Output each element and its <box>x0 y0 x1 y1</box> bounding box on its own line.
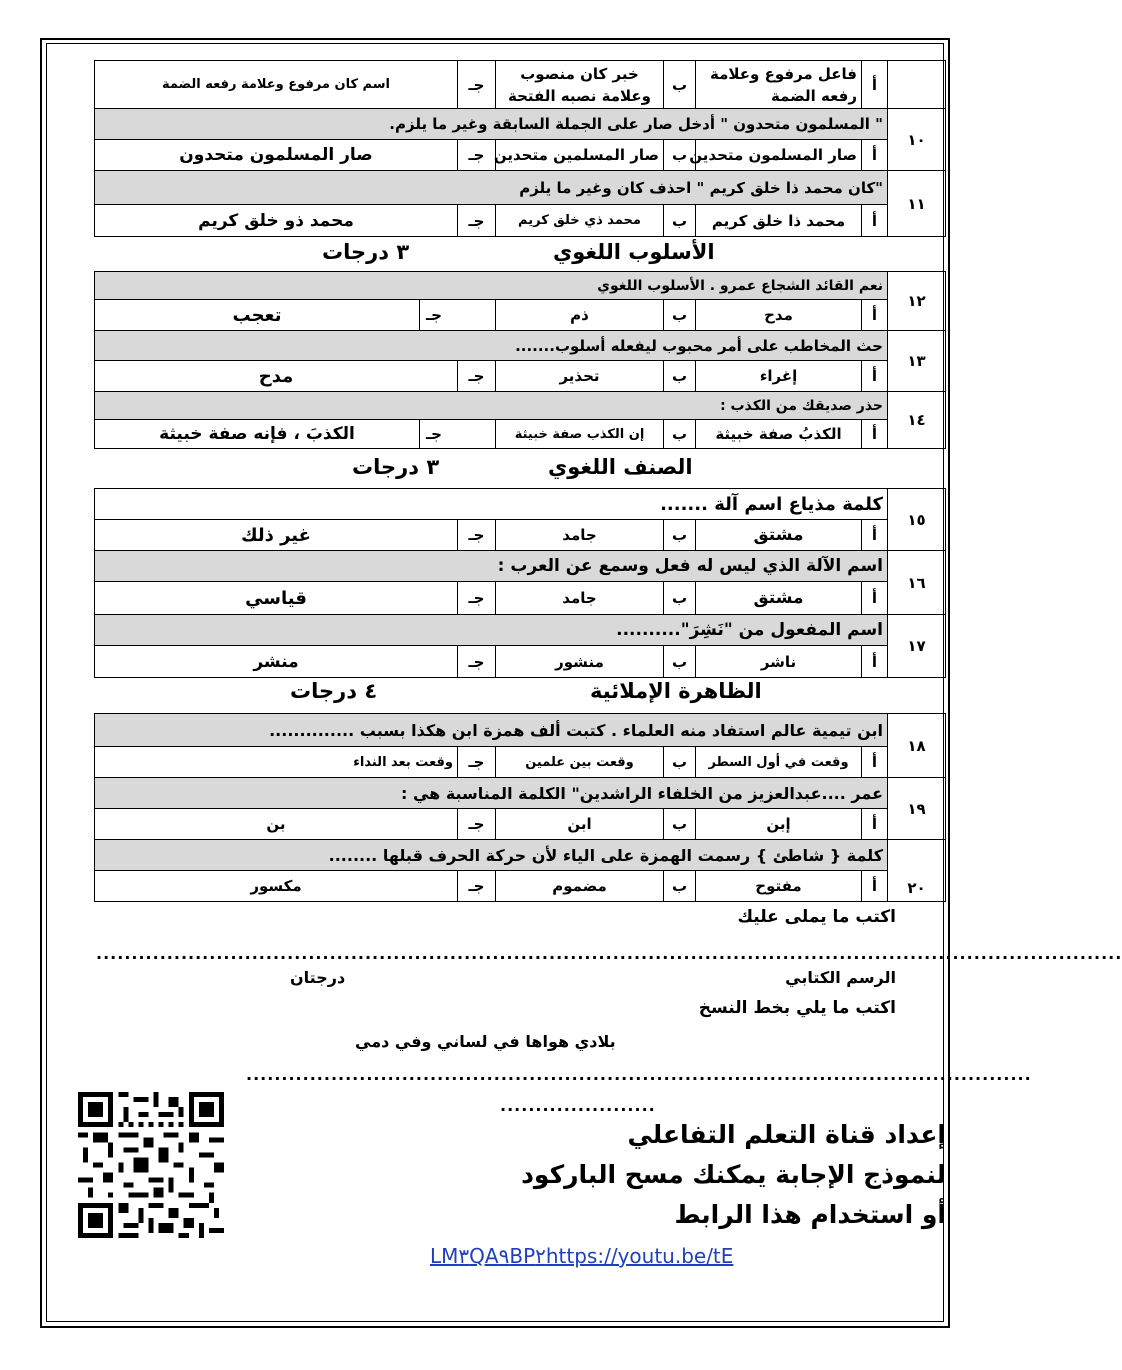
option-letter-c: جـ <box>458 140 496 171</box>
section-title-morph: الصنف اللغوي <box>548 455 693 479</box>
option-letter-b: ب <box>664 809 696 840</box>
dotted-line: ................................................................................................................................................. <box>96 944 1122 963</box>
option-letter-b: ب <box>664 300 696 331</box>
question-stem: اسم الآلة الذي ليس له فعل وسمع عن العرب : <box>95 551 888 582</box>
option-b[interactable]: وقعت بين علمين <box>496 747 664 778</box>
question-stem: نعم القائد الشجاع عمرو . الأسلوب اللغوي <box>95 272 888 300</box>
dotted-line: ............................................................................................................... <box>246 1065 1032 1084</box>
option-letter-c: جـ <box>458 61 496 109</box>
question-number: ١١ <box>888 171 946 237</box>
option-letter-a: أ <box>862 809 888 840</box>
section-title-style: الأسلوب اللغوي <box>553 240 715 264</box>
question-number: ١٠ <box>888 109 946 171</box>
question-stem: عمر ....عبدالعزيز من الخلفاء الراشدين" الكلمة المناسبة هي : <box>95 778 888 809</box>
option-letter-c: جـ <box>420 420 496 449</box>
questions-10-11-table <box>94 108 946 237</box>
question-stem: اسم المفعول من "نَشِرَ".......... <box>95 615 888 646</box>
option-letter-a: أ <box>862 300 888 331</box>
option-letter-a: أ <box>862 520 888 551</box>
option-b[interactable]: إن الكذب صفة خبيثة <box>496 420 664 449</box>
option-letter-c: جـ <box>420 300 496 331</box>
footer-barcode-note: لنموذج الإجابة يمكنك مسح الباركود <box>521 1160 946 1189</box>
option-a[interactable]: مشتق <box>696 582 862 615</box>
option-letter-c: جـ <box>458 871 496 902</box>
dotted-line: ...................... <box>500 1096 656 1115</box>
question-stem: حذر صديقك من الكذب : <box>95 392 888 420</box>
option-c[interactable]: بن <box>95 809 458 840</box>
qr-code-icon[interactable] <box>78 1092 224 1238</box>
option-c[interactable]: اسم كان مرفوع وعلامة رفعه الضمة <box>95 61 458 109</box>
question-number: ٢٠ <box>888 840 946 902</box>
option-letter-b: ب <box>664 747 696 778</box>
option-letter-a: أ <box>862 361 888 392</box>
footer-credit: إعداد قناة التعلم التفاعلي <box>627 1120 946 1149</box>
handwriting-title: الرسم الكتابي <box>785 968 896 987</box>
option-letter-b: ب <box>664 61 696 109</box>
option-letter-c: جـ <box>458 205 496 237</box>
option-a[interactable]: مشتق <box>696 520 862 551</box>
option-c[interactable]: تعجب <box>95 300 420 331</box>
option-letter-c: جـ <box>458 582 496 615</box>
option-b[interactable]: جامد <box>496 520 664 551</box>
option-b[interactable]: منشور <box>496 646 664 678</box>
question-number: ١٧ <box>888 615 946 678</box>
option-a[interactable]: إغراء <box>696 361 862 392</box>
option-letter-a: أ <box>862 582 888 615</box>
option-b[interactable]: ابن <box>496 809 664 840</box>
question-number: ١٥ <box>888 489 946 551</box>
option-letter-c: جـ <box>458 646 496 678</box>
option-c[interactable]: غير ذلك <box>95 520 458 551</box>
option-letter-b: ب <box>664 361 696 392</box>
copy-line: بلادي هواها في لساني وفي دمي <box>355 1032 616 1051</box>
option-b[interactable]: محمد ذي خلق كريم <box>496 205 664 237</box>
option-a[interactable]: فاعل مرفوع وعلامة رفعه الضمة <box>696 61 862 109</box>
option-a[interactable]: إبن <box>696 809 862 840</box>
option-b[interactable]: صار المسلمين متحدين <box>496 140 664 171</box>
option-b[interactable]: جامد <box>496 582 664 615</box>
youtube-link[interactable]: LM٣QA٩BP٢https://youtu.be/tE <box>430 1244 734 1268</box>
questions-18-20-table <box>94 713 946 902</box>
dictation-instruction: اكتب ما يملى عليك <box>737 907 896 927</box>
questions-15-17-table <box>94 488 946 678</box>
question-stem: حث المخاطب على أمر محبوب ليفعله أسلوب....... <box>95 331 888 361</box>
handwriting-instruction: اكتب ما يلي بخط النسخ <box>698 998 896 1018</box>
option-letter-a: أ <box>862 646 888 678</box>
option-a[interactable]: وقعت في أول السطر <box>696 747 862 778</box>
question-number: ١٤ <box>888 392 946 449</box>
option-letter-a: أ <box>862 61 888 109</box>
footer-link-note: أو استخدام هذا الرابط <box>674 1200 946 1229</box>
option-c[interactable]: قياسي <box>95 582 458 615</box>
question-9-table <box>94 60 946 109</box>
questions-12-14-table <box>94 271 946 449</box>
option-letter-b: ب <box>664 205 696 237</box>
section-title-spelling: الظاهرة الإملائية <box>590 679 762 703</box>
question-number: ١٣ <box>888 331 946 392</box>
option-c[interactable]: منشر <box>95 646 458 678</box>
option-letter-b: ب <box>664 871 696 902</box>
section-grade-morph: ٣ درجات <box>352 455 440 479</box>
option-letter-c: جـ <box>458 361 496 392</box>
option-a[interactable]: مدح <box>696 300 862 331</box>
option-letter-c: جـ <box>458 747 496 778</box>
option-letter-a: أ <box>862 140 888 171</box>
option-letter-b: ب <box>664 582 696 615</box>
question-stem: " المسلمون متحدون " أدخل صار على الجملة السابقة وغير ما يلزم. <box>95 109 888 140</box>
option-letter-b: ب <box>664 646 696 678</box>
option-letter-c: جـ <box>458 809 496 840</box>
option-letter-a: أ <box>862 871 888 902</box>
section-grade-spelling: ٤ درجات <box>290 679 378 703</box>
option-b[interactable]: تحذير <box>496 361 664 392</box>
question-stem: كلمة { شاطئ } رسمت الهمزة على الياء لأن حركة الحرف قبلها ........ <box>95 840 888 871</box>
option-c[interactable]: مكسور <box>95 871 458 902</box>
option-letter-b: ب <box>664 140 696 171</box>
option-b[interactable]: ذم <box>496 300 664 331</box>
question-stem: كلمة مذياع اسم آلة ....... <box>95 489 888 520</box>
option-letter-a: أ <box>862 420 888 449</box>
option-letter-b: ب <box>664 420 696 449</box>
option-c[interactable]: مدح <box>95 361 458 392</box>
option-letter-a: أ <box>862 205 888 237</box>
option-a[interactable]: محمد ذا خلق كريم <box>696 205 862 237</box>
question-number: ١٨ <box>888 714 946 778</box>
option-b[interactable]: خبر كان منصوب وعلامة نصبه الفتحة <box>496 61 664 109</box>
question-stem: ابن تيمية عالم استفاد منه العلماء . كتبت ألف همزة ابن هكذا بسبب .............. <box>95 714 888 747</box>
option-c[interactable]: الكذبَ ، فإنه صفة خبيثة <box>95 420 420 449</box>
option-a[interactable]: صار المسلمون متحدين <box>696 140 862 171</box>
option-a[interactable]: ناشر <box>696 646 862 678</box>
option-c[interactable]: محمد ذو خلق كريم <box>95 205 458 237</box>
option-letter-a: أ <box>862 747 888 778</box>
option-a[interactable]: مفتوح <box>696 871 862 902</box>
question-number: ١٦ <box>888 551 946 615</box>
option-a[interactable]: الكذبُ صفة خبيثة <box>696 420 862 449</box>
handwriting-grade: درجتان <box>290 968 346 987</box>
option-letter-c: جـ <box>458 520 496 551</box>
question-stem: "كان محمد ذا خلق كريم " احذف كان وغير ما يلزم <box>95 171 888 205</box>
section-grade-style: ٣ درجات <box>322 240 410 264</box>
option-c[interactable]: صار المسلمون متحدون <box>95 140 458 171</box>
option-letter-b: ب <box>664 520 696 551</box>
question-number <box>888 61 946 109</box>
question-number: ١٢ <box>888 272 946 331</box>
option-b[interactable]: مضموم <box>496 871 664 902</box>
option-c[interactable]: وقعت بعد النداء <box>95 747 458 778</box>
question-number: ١٩ <box>888 778 946 840</box>
